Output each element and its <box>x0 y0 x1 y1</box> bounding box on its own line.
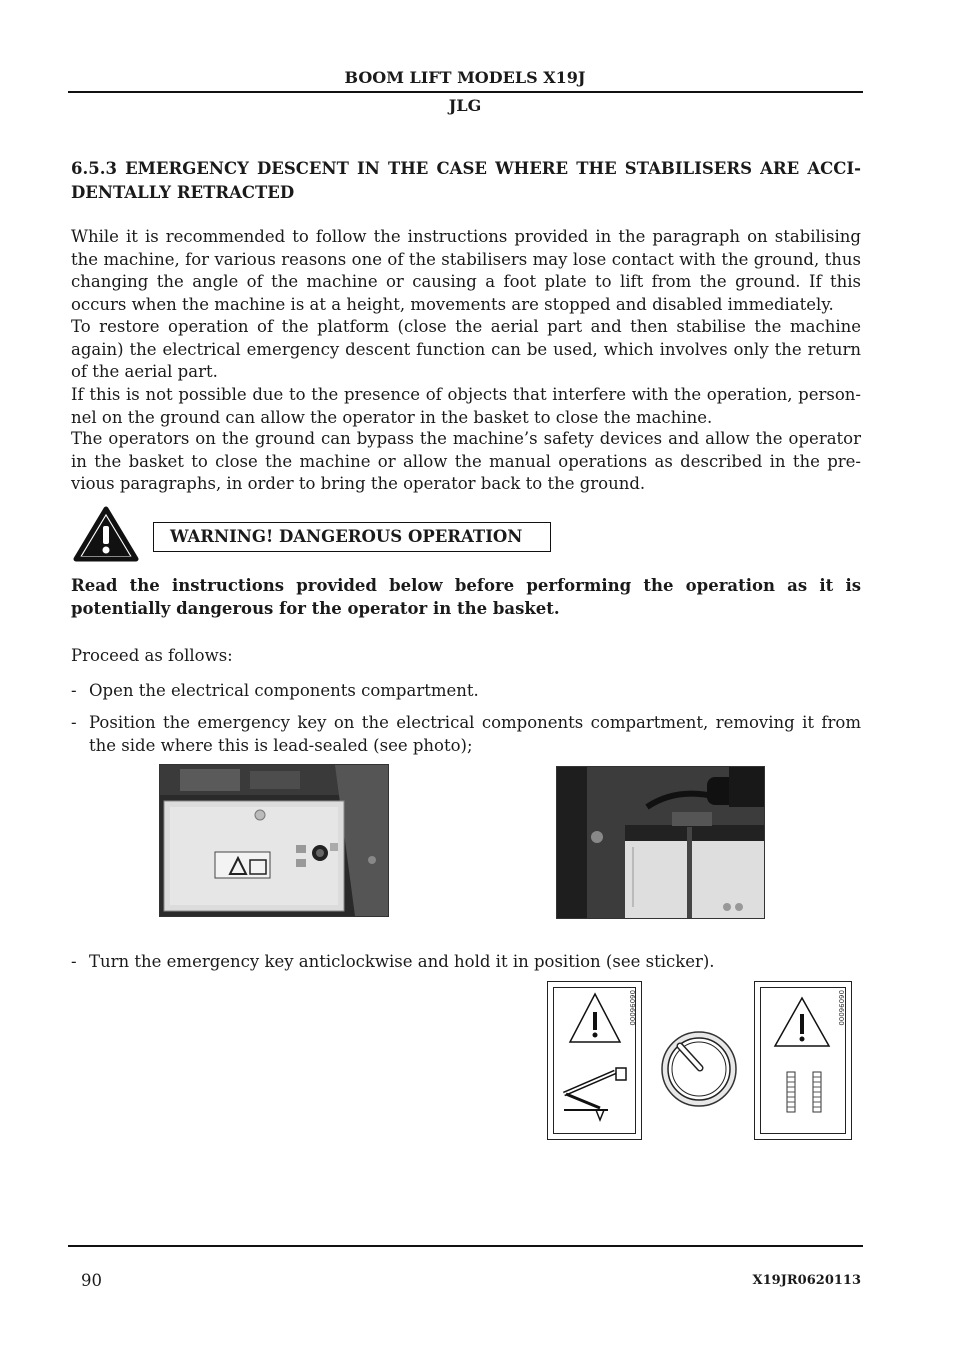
warning-triangle-icon <box>73 506 139 562</box>
paragraph-3: If this is not possible due to the presence of objects that interfere with the operation, person-nel on the ground can allow the operator in the basket to close the machine. <box>71 385 861 427</box>
warning-label: WARNING! DANGEROUS OPERATION <box>153 522 551 552</box>
step-item-3 <box>71 951 861 974</box>
step-text: Position the emergency key on the electrical components compartment, removing it from the side where this is lead-sealed (see photo); <box>89 713 861 755</box>
boom-lift-icon <box>560 1064 632 1124</box>
section-title: 6.5.3 EMERGENCY DESCENT IN THE CASE WHERE THE STABILISERS ARE ACCI-DENTALLY RETRACTED <box>71 159 861 202</box>
warning-text: Read the instructions provided below before performing the operation as it is potentially dangerous for the operator in the basket. <box>71 576 861 618</box>
battery-photo <box>556 766 765 919</box>
emergency-key-dial-icon <box>660 1030 738 1108</box>
sticker-key-warning <box>754 981 852 1140</box>
step-dash: - <box>71 952 77 971</box>
warning-triangle-icon <box>773 994 835 1052</box>
paragraph-4: The operators on the ground can bypass the machine’s safety devices and allow the operator in the basket to close the machine or allow the manual operations as described in the pre-vious paragraphs, in order to bring the operator back to the ground. <box>71 429 861 493</box>
step-text: Open the electrical components compartment. <box>89 681 479 700</box>
step-item-2 <box>71 712 861 757</box>
step-item-1 <box>71 680 861 703</box>
proceed-text: Proceed as follows: <box>71 646 233 665</box>
header-divider <box>68 91 863 93</box>
step-dash: - <box>71 713 77 732</box>
sticker-boom-warning <box>547 981 642 1140</box>
step-text: Turn the emergency key anticlockwise and hold it in position (see sticker). <box>89 952 715 971</box>
sticker-code: 06096000 <box>628 990 636 1026</box>
warning-triangle-icon <box>568 990 628 1048</box>
header-subtitle: JLG <box>448 96 482 115</box>
document-code: X19JR0620113 <box>752 1273 861 1288</box>
footer-divider <box>68 1245 863 1247</box>
paragraph-1: While it is recommended to follow the instructions provided in the paragraph on stabilising the machine, for various reasons one of the stabilisers may lose contact with the ground, thus changing the angle of the machine or causing a foot plate to lift from the ground. If this occurs when the machine is at a height, movements are stopped and disabled immediately. <box>71 227 861 314</box>
page-number: 90 <box>81 1271 102 1290</box>
paragraph-2: To restore operation of the platform (close the aerial part and then stabilise the machine again) the electrical emergency descent function can be used, which involves only the return of the aerial part. <box>71 317 861 381</box>
step-dash: - <box>71 681 77 700</box>
header-title: BOOM LIFT MODELS X19J <box>344 68 586 87</box>
compartment-photo <box>159 764 389 917</box>
sticker-code: 06096000 <box>837 990 845 1026</box>
ladder-marks-icon <box>785 1070 825 1114</box>
